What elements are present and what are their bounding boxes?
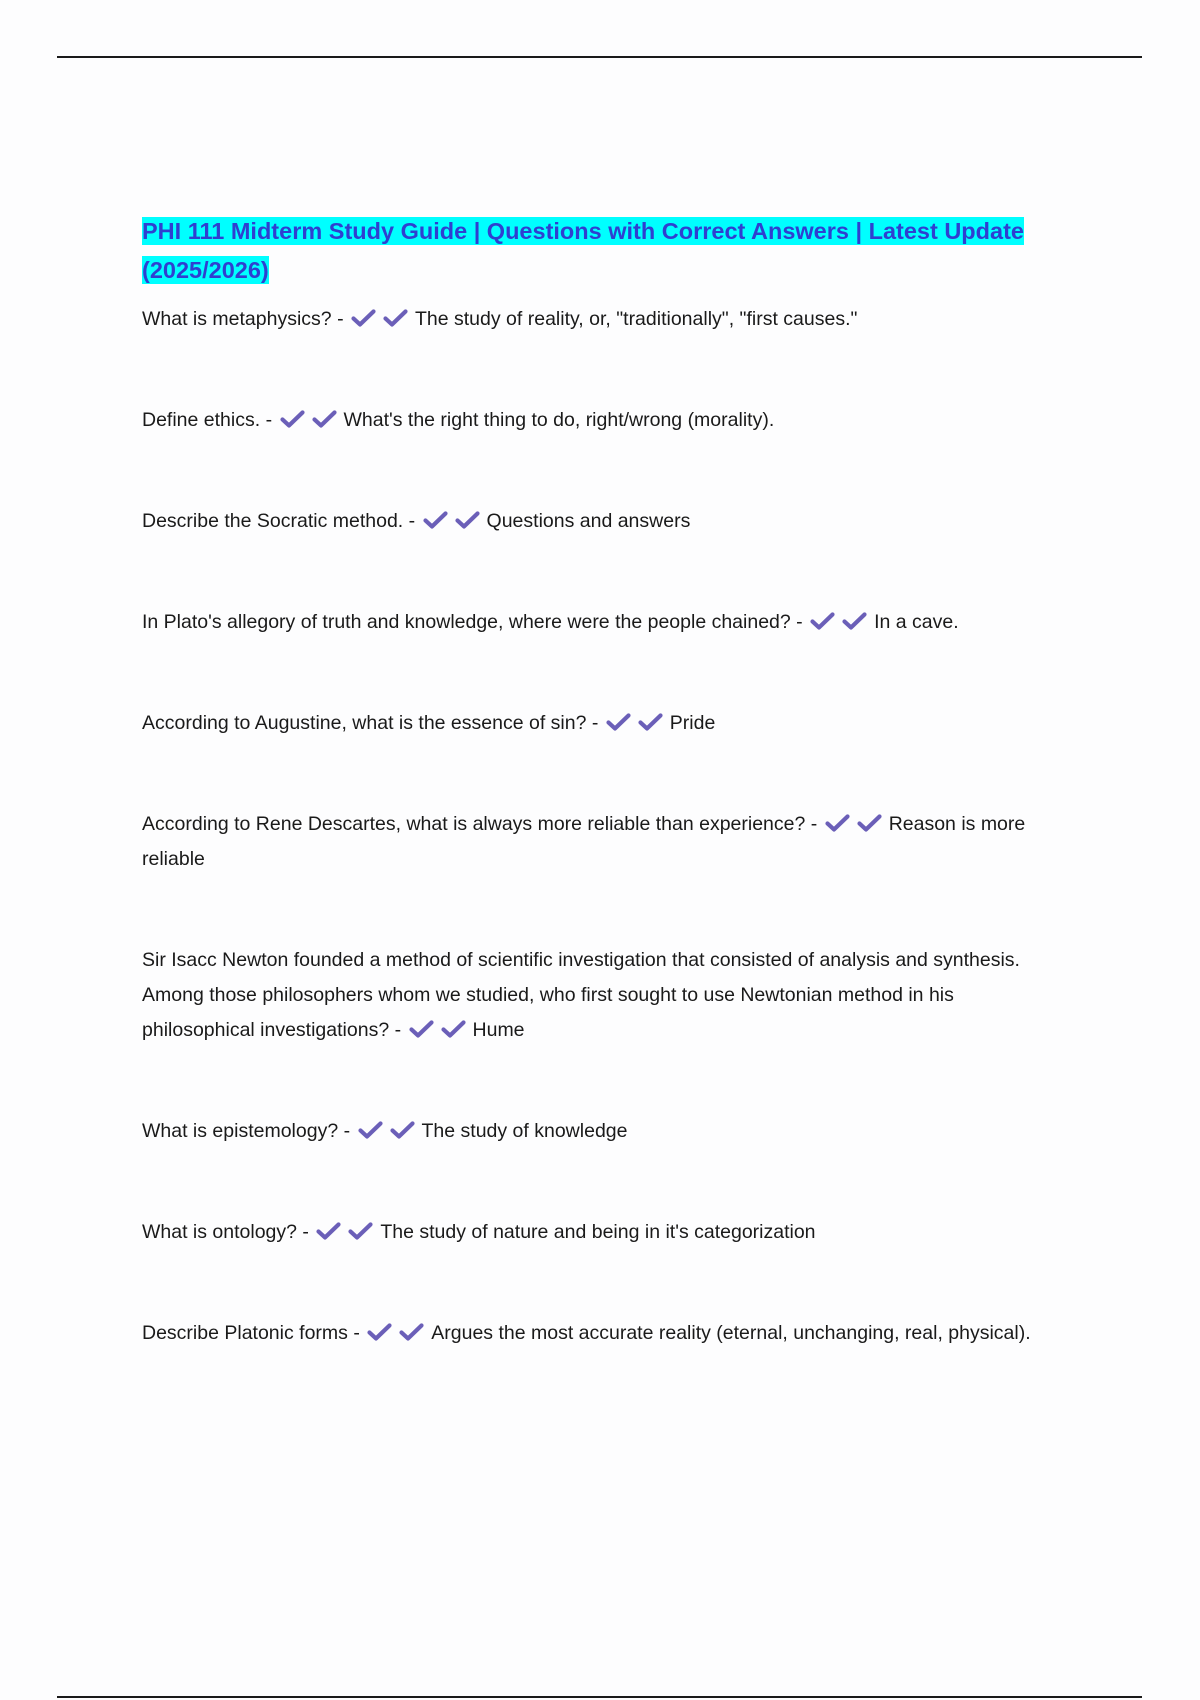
answer-text: Hume [472, 1019, 525, 1041]
qa-list [142, 302, 1057, 1351]
checkmark-icon [280, 409, 305, 429]
check-pair [606, 712, 670, 734]
checkmark-icon [348, 1221, 373, 1241]
check-pair [409, 1019, 473, 1041]
checkmark-icon [367, 1322, 392, 1342]
answer-text: What's the right thing to do, right/wrong (morality). [343, 409, 775, 431]
footer-rule [57, 1696, 1142, 1698]
question-text: What is ontology? [142, 1221, 298, 1243]
answer-text: Argues the most accurate reality (eternal, unchanging, real, physical). [431, 1322, 1031, 1344]
checkmark-icon [455, 510, 480, 530]
checkmark-icon [825, 813, 850, 833]
separator: - [403, 510, 421, 532]
qa-item [142, 1215, 1057, 1250]
separator: - [790, 611, 809, 633]
separator: - [331, 308, 349, 330]
checkmark-icon [857, 813, 882, 833]
question-text: Describe the Socratic method. [142, 510, 404, 532]
qa-item [142, 1114, 1057, 1149]
checkmark-icon [810, 611, 835, 631]
separator: - [389, 1019, 407, 1041]
check-pair [825, 813, 889, 835]
check-pair [367, 1322, 431, 1344]
question-text: What is epistemology? [142, 1120, 339, 1142]
qa-item [142, 807, 1057, 877]
checkmark-icon [390, 1120, 415, 1140]
qa-item [142, 706, 1057, 741]
qa-item [142, 302, 1057, 337]
header-rule [57, 56, 1142, 58]
document-content [142, 212, 1057, 1351]
answer-text: The study of knowledge [421, 1120, 628, 1142]
question-text: Define ethics. [142, 409, 261, 431]
checkmark-icon [842, 611, 867, 631]
question-text: Sir Isacc Newton founded a method of scientific investigation that consisted of analysis and synthesis. Among those philosophers whom we studied, who first sought to use Newtonian method in his philosophical investigations? [142, 949, 1020, 1041]
separator: - [586, 712, 604, 734]
check-pair [280, 409, 344, 431]
question-text: What is metaphysics? [142, 308, 332, 330]
answer-text: The study of reality, or, "traditionally", "first causes." [415, 308, 858, 330]
checkmark-icon [399, 1322, 424, 1342]
document-title [142, 212, 1057, 290]
check-pair [423, 510, 487, 532]
checkmark-icon [316, 1221, 341, 1241]
qa-item [142, 403, 1057, 438]
checkmark-icon [383, 308, 408, 328]
qa-item [142, 943, 1057, 1048]
question-text: According to Augustine, what is the essence of sin? [142, 712, 587, 734]
checkmark-icon [409, 1019, 434, 1039]
check-pair [810, 611, 874, 633]
document-title-text: PHI 111 Midterm Study Guide | Questions with Correct Answers | Latest Update (2025/2026) [142, 218, 1024, 283]
answer-text: Reason is more reliable [142, 813, 1026, 870]
check-pair [358, 1120, 422, 1142]
question-text: Describe Platonic forms [142, 1322, 348, 1344]
checkmark-icon [423, 510, 448, 530]
answer-text: In a cave. [874, 611, 959, 633]
check-pair [351, 308, 415, 330]
checkmark-icon [638, 712, 663, 732]
answer-text: The study of nature and being in it's categorization [380, 1221, 816, 1243]
question-text: In Plato's allegory of truth and knowledge, where were the people chained? [142, 611, 791, 633]
qa-item [142, 504, 1057, 539]
qa-item [142, 605, 1057, 640]
checkmark-icon [312, 409, 337, 429]
separator: - [297, 1221, 315, 1243]
check-pair [316, 1221, 380, 1243]
answer-text: Questions and answers [486, 510, 691, 532]
answer-text: Pride [669, 712, 716, 734]
checkmark-icon [606, 712, 631, 732]
checkmark-icon [351, 308, 376, 328]
checkmark-icon [441, 1019, 466, 1039]
separator: - [338, 1120, 356, 1142]
separator: - [260, 409, 278, 431]
separator: - [347, 1322, 366, 1344]
qa-item [142, 1316, 1057, 1351]
checkmark-icon [358, 1120, 383, 1140]
question-text: According to Rene Descartes, what is always more reliable than experience? [142, 813, 806, 835]
separator: - [805, 813, 823, 835]
